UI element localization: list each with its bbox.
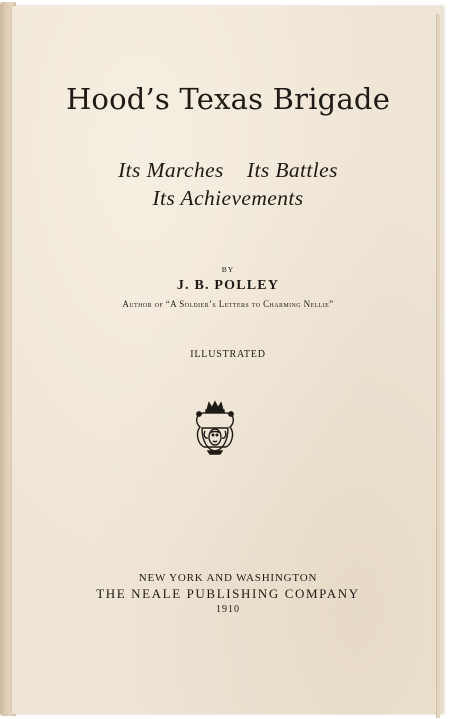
- publication-place: NEW YORK AND WASHINGTON: [138, 572, 318, 584]
- subtitle-line-1: Its Marches Its Battles: [118, 158, 338, 182]
- book-title: Hood’s Texas Brigade: [65, 82, 391, 116]
- lyre-ornament-icon: [190, 400, 240, 456]
- title-page: [12, 6, 444, 714]
- by-label: BY: [221, 265, 235, 274]
- author-note: Author of “A Soldier’s Letters to Charming Nellie”: [122, 299, 334, 309]
- subtitle-line-2: Its Achievements: [152, 186, 304, 210]
- illustrated-label: ILLUSTRATED: [190, 349, 266, 360]
- author-name: J. B. POLLEY: [176, 278, 280, 293]
- publisher-name: THE NEALE PUBLISHING COMPANY: [96, 586, 360, 601]
- publication-year: 1910: [216, 604, 240, 615]
